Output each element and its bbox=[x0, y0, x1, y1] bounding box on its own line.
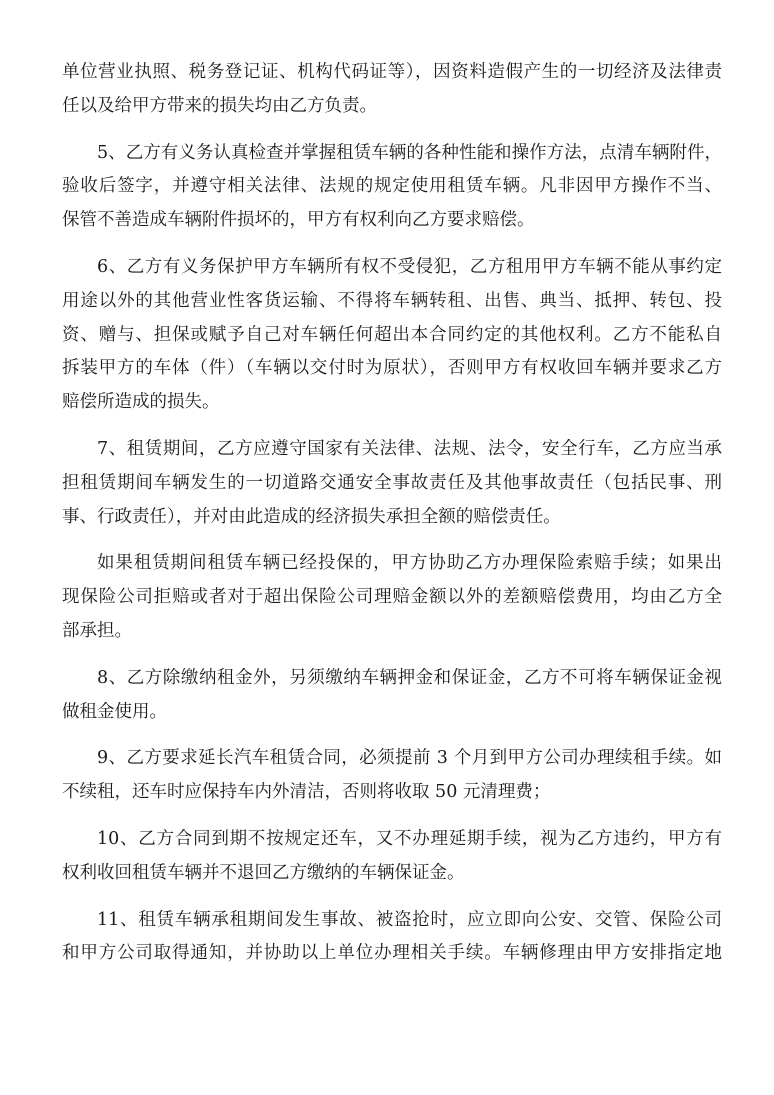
text-line: 11、租赁车辆承租期间发生事故、被盗抢时，应立即向公安、交管、保险公司 bbox=[97, 909, 722, 930]
text-line: 拆装甲方的车体（件）（车辆以交付时为原状），否则甲方有权收回车辆并要求乙方 bbox=[62, 358, 722, 379]
text-line: 不续租，还车时应保持车内外清洁，否则将收取 50 元清理费； bbox=[62, 782, 551, 803]
text-line: 赔偿所造成的损失。 bbox=[62, 392, 220, 413]
text-line: 5、乙方有义务认真检查并掌握租赁车辆的各种性能和操作方法，点清车辆附件， bbox=[97, 142, 722, 163]
text-line: 任以及给甲方带来的损失均由乙方负责。 bbox=[62, 95, 377, 116]
text-line: 做租金使用。 bbox=[62, 701, 167, 722]
text-line: 如果租赁期间租赁车辆已经投保的，甲方协助乙方办理保险索赔手续；如果出 bbox=[97, 553, 722, 574]
text-line: 事、行政责任），并对由此造成的经济损失承担全额的赔偿责任。 bbox=[62, 506, 561, 527]
text-line: 部承担。 bbox=[62, 620, 132, 641]
text-line: 资、赠与、担保或赋予自己对车辆任何超出本合同约定的其他权利。乙方不能私自 bbox=[62, 324, 722, 345]
text-line: 和甲方公司取得通知，并协助以上单位办理相关手续。车辆修理由甲方安排指定地 bbox=[62, 943, 722, 964]
clause-5 bbox=[62, 137, 722, 238]
text-line: 验收后签字，并遵守相关法律、法规的规定使用租赁车辆。凡非因甲方操作不当、 bbox=[62, 176, 722, 197]
text-line: 8、乙方除缴纳租金外，另须缴纳车辆押金和保证金，乙方不可将车辆保证金视 bbox=[97, 667, 722, 688]
clause-7-insurance bbox=[62, 547, 722, 648]
text-line: 权利收回租赁车辆并不退回乙方缴纳的车辆保证金。 bbox=[62, 862, 465, 883]
paragraph-continuation bbox=[62, 56, 722, 124]
clause-6 bbox=[62, 251, 722, 420]
clause-10 bbox=[62, 823, 722, 891]
clause-8 bbox=[62, 662, 722, 730]
clause-9 bbox=[62, 742, 722, 810]
clause-7 bbox=[62, 433, 722, 534]
text-line: 9、乙方要求延长汽车租赁合同，必须提前 3 个月到甲方公司办理续租手续。如 bbox=[97, 748, 722, 769]
text-line: 单位营业执照、税务登记证、机构代码证等），因资料造假产生的一切经济及法律责 bbox=[62, 62, 722, 82]
text-line: 担租赁期间车辆发生的一切道路交通安全事故责任及其他事故责任（包括民事、刑 bbox=[62, 472, 722, 493]
text-line: 10、乙方合同到期不按规定还车，又不办理延期手续，视为乙方违约，甲方有 bbox=[97, 828, 722, 849]
text-line: 保管不善造成车辆附件损坏的，甲方有权利向乙方要求赔偿。 bbox=[62, 210, 535, 231]
text-line: 7、租赁期间，乙方应遵守国家有关法律、法规、法令，安全行车，乙方应当承 bbox=[97, 438, 722, 459]
clause-11 bbox=[62, 904, 722, 972]
text-line: 6、乙方有义务保护甲方车辆所有权不受侵犯，乙方租用甲方车辆不能从事约定 bbox=[97, 256, 722, 277]
text-line: 用途以外的其他营业性客货运输、不得将车辆转租、出售、典当、抵押、转包、投 bbox=[62, 290, 722, 311]
text-line: 现保险公司拒赔或者对于超出保险公司理赔金额以外的差额赔偿费用，均由乙方全 bbox=[62, 587, 722, 608]
contract-page bbox=[62, 56, 722, 971]
